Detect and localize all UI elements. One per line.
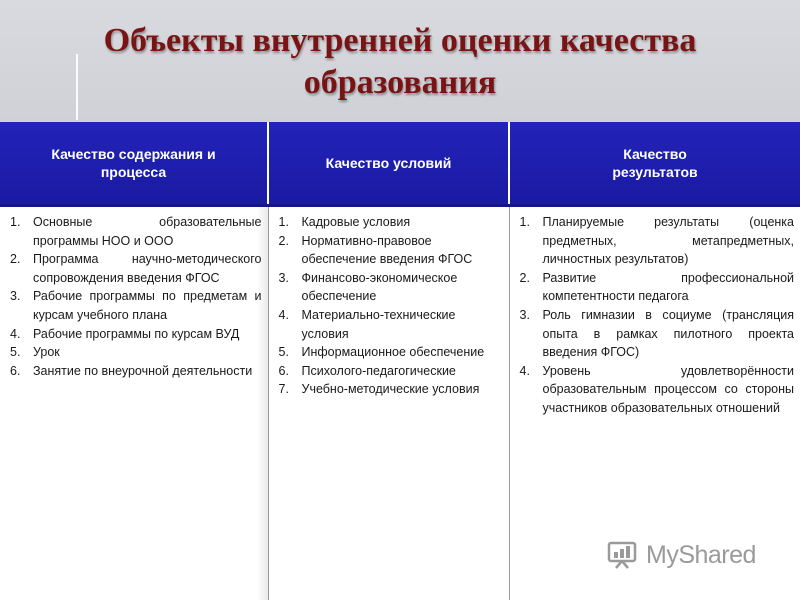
column-header-conditions: Качество условий	[268, 122, 509, 206]
slide-title: Объекты внутренней оценки качества образования	[103, 22, 697, 101]
list-item: 2. Программа научно-методического сопровождения введения ФГОС	[10, 252, 262, 285]
watermark-text: MyShared	[646, 540, 756, 569]
list-item: 7. Учебно-методические условия	[278, 382, 480, 397]
list-item: 3. Рабочие программы по предметам и курсам учебного плана	[10, 289, 262, 322]
list-item: 4. Рабочие программы по курсам ВУД	[10, 326, 240, 341]
table-header-row	[0, 122, 800, 206]
list-item: 3. Финансово-экономическое обеспечение	[278, 270, 458, 304]
content-process-list	[6, 213, 262, 380]
column-header-content-process: Качество содержания и процесса	[0, 122, 268, 206]
myshared-logo-icon	[606, 540, 640, 570]
list-item: 4. Уровень удовлетворённости образовательным процессом со стороны участников образовательных отношений	[519, 363, 794, 415]
list-item: 4. Материально-технические условия	[278, 307, 456, 341]
list-item: 5. Информационное обеспечение	[278, 345, 485, 360]
list-item: 5. Урок	[10, 345, 60, 360]
conditions-list	[275, 213, 503, 399]
myshared-watermark	[606, 538, 756, 572]
column-content-process	[0, 206, 268, 600]
slide-header	[0, 0, 800, 122]
list-item: 1. Планируемые результаты (оценка предметных, метапредметных, личностных результатов)	[519, 215, 794, 267]
list-item: 3. Роль гимназии в социуме (трансляция опыта в рамках пилотного проекта введения ФГОС)	[519, 307, 794, 360]
list-item: 6. Психолого-педагогические	[278, 363, 456, 378]
list-item: 6. Занятие по внеурочной деятельности	[10, 363, 253, 378]
list-item: 2. Нормативно-правовое обеспечение введения ФГОС	[278, 233, 473, 267]
column-conditions	[268, 206, 509, 600]
results-list	[516, 213, 795, 418]
column-header-results: Качество результатов	[509, 122, 800, 206]
list-item: 1. Кадровые условия	[278, 215, 411, 229]
quality-objects-table	[0, 122, 800, 600]
list-item: 2. Развитие профессиональной компетентности педагога	[519, 270, 794, 304]
list-item: 1. Основные образовательные программы НОО и ООО	[10, 215, 262, 248]
